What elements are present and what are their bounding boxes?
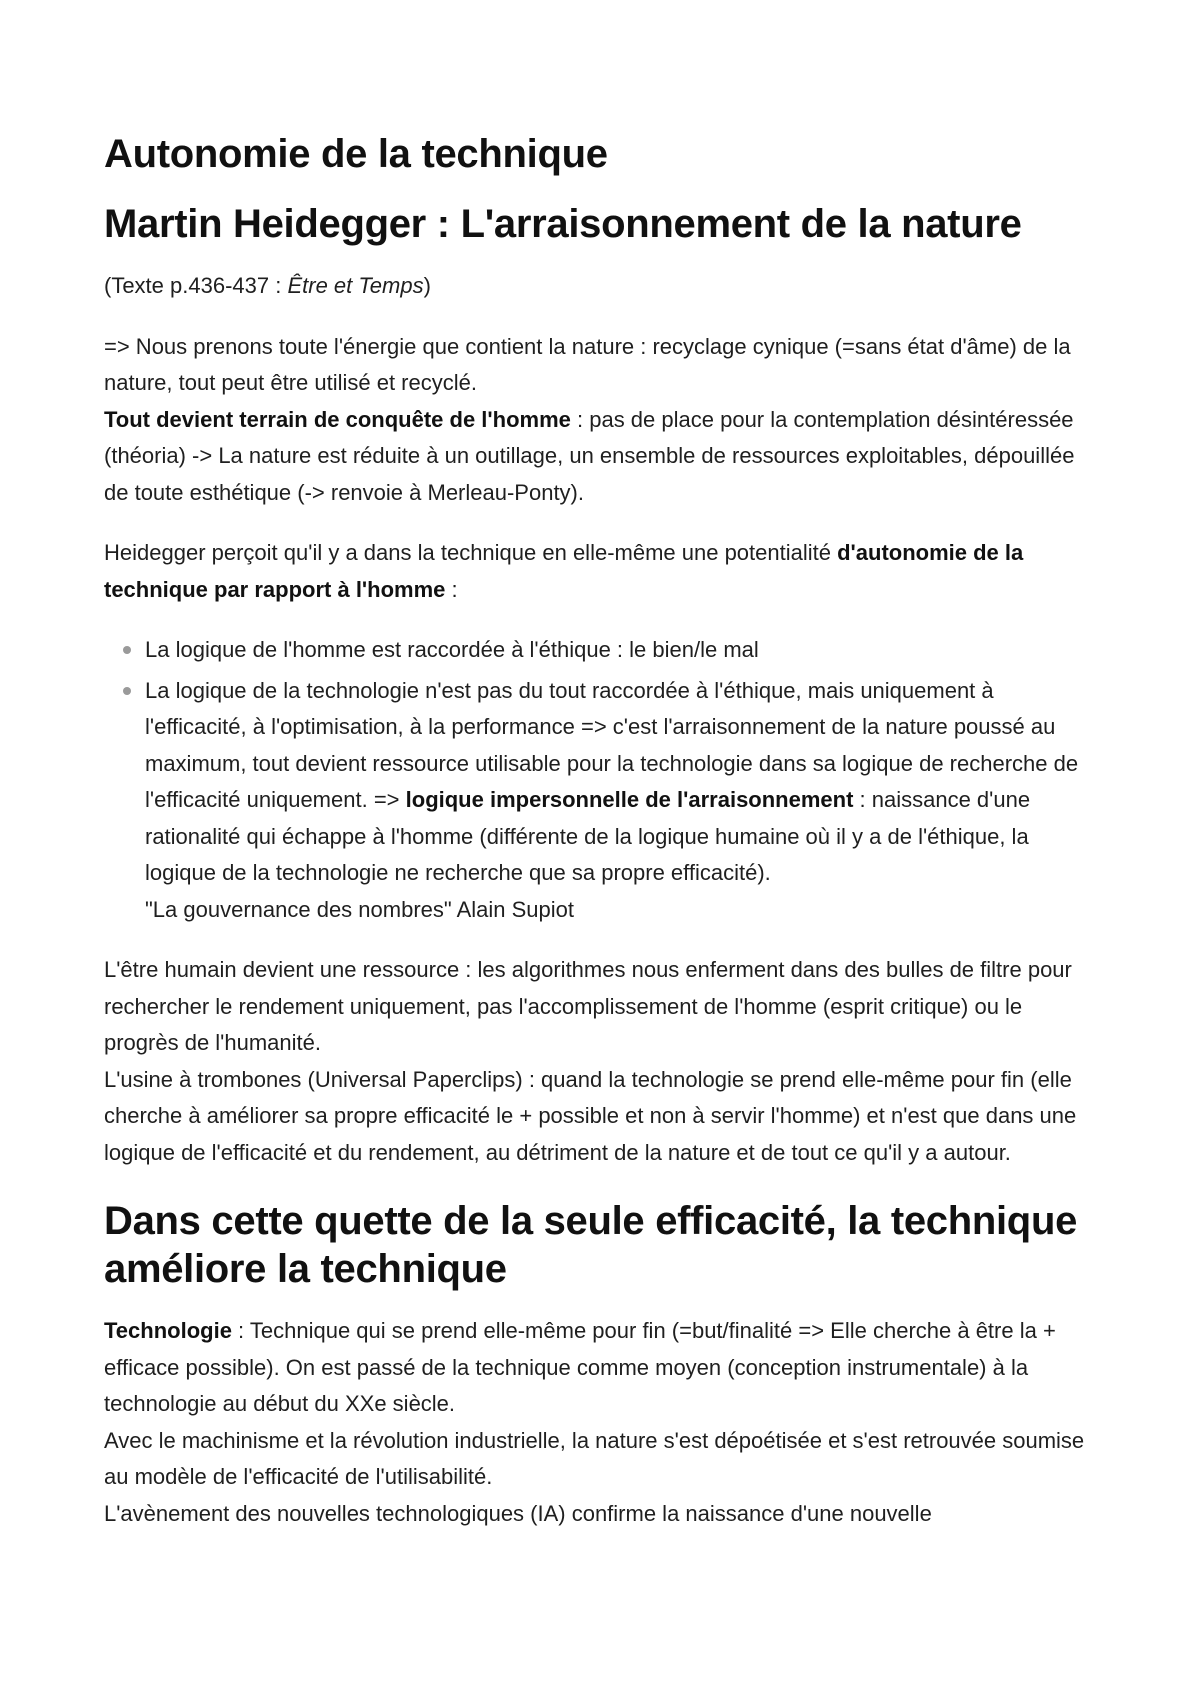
bullet-tech-logic-text: La logique de la technologie n'est pas du tout raccordée à l'éthique, mais uniquement à l'efficacité, à l'optimisation, à la performance => c'est l'arraisonnement de la nature poussé au maximum, tout devient ressource utilisable pour la technologie dans sa logique de recherche de l'efficacité uniquement. => bbox=[145, 677, 1079, 812]
source-reference bbox=[104, 268, 1096, 305]
technology-bold-term: Technologie bbox=[104, 1318, 232, 1343]
heidegger-suffix: : bbox=[445, 576, 458, 602]
intro-paragraph bbox=[104, 329, 1096, 512]
intro-conquest-container bbox=[104, 407, 1074, 505]
section-heading-efficiency: Dans cette quette de la seule efficacité, la technique améliore la technique bbox=[104, 1199, 1078, 1291]
heidegger-bold-autonomy: d'autonomie de la technique par rapport à l'homme bbox=[104, 540, 1024, 602]
intro-bold-conquest: Tout devient terrain de conquête de l'homme bbox=[104, 406, 571, 432]
intro-line-energy: => Nous prenons toute l'énergie que contient la nature : recyclage cynique (=sans état d'âme) de la nature, tout peut être utilisé et recyclé. bbox=[104, 333, 1071, 395]
technology-ia-line: L'avènement des nouvelles technologiques (IA) confirme la naissance d'une nouvelle bbox=[104, 1500, 932, 1526]
heidegger-paragraph bbox=[104, 535, 1096, 608]
bullet-tech-logic-rest: : naissance d'une rationalité qui échappe à l'homme (différente de la logique humaine où il y a de l'éthique, la logique de la technologie ne recherche que sa propre efficacité). bbox=[145, 787, 1031, 885]
source-prefix: (Texte p.436-437 : bbox=[104, 273, 288, 298]
source-work-title: Être et Temps bbox=[287, 273, 424, 298]
list-item bbox=[145, 673, 1096, 929]
technology-paragraph bbox=[104, 1313, 1096, 1532]
page-title: Autonomie de la technique bbox=[104, 132, 608, 176]
human-resource-line: L'être humain devient une ressource : les algorithmes nous enferment dans des bulles de filtre pour rechercher le rendement uniquement, pas l'accomplissement de l'homme (esprit critique) ou le progrès de l'humanité. bbox=[104, 957, 1072, 1055]
technology-definition-container bbox=[104, 1313, 1096, 1423]
bullet-quote-supiot: "La gouvernance des nombres" Alain Supiot bbox=[145, 896, 575, 922]
technology-definition: : Technique qui se prend elle-même pour fin (=but/finalité => Elle cherche à être la + efficace possible). On est passé de la technique comme moyen (conception instrumentale) à la technologie au début du XXe siècle. bbox=[104, 1318, 1056, 1416]
section-heading-heidegger: Martin Heidegger : L'arraisonnement de la nature bbox=[104, 202, 1022, 246]
list-item bbox=[145, 632, 1096, 669]
bullet-tech-logic-bold: logique impersonnelle de l'arraisonnement bbox=[405, 787, 854, 812]
bullet-human-logic: La logique de l'homme est raccordée à l'éthique : le bien/le mal bbox=[145, 637, 759, 662]
paperclips-line: L'usine à trombones (Universal Paperclips) : quand la technologie se prend elle-même pour fin (elle cherche à améliorer sa propre efficacité le + possible et non à servir l'homme) et n'est que dans une logique de l'efficacité et du rendement, au détriment de la nature et de tout ce qu'il y a autour. bbox=[104, 1066, 1077, 1165]
intro-conquest-text: : pas de place pour la contemplation désintéressée (théoria) -> La nature est réduite à un outillage, un ensemble de ressources exploitables, dépouillée de toute esthétique (-> renvoie à Merleau-Ponty). bbox=[104, 406, 1075, 505]
human-resource-paragraph bbox=[104, 952, 1096, 1171]
heidegger-text: Heidegger perçoit qu'il y a dans la technique en elle-même une potentialité bbox=[104, 540, 838, 565]
source-suffix: ) bbox=[423, 273, 431, 298]
technology-machinism-line: Avec le machinisme et la révolution industrielle, la nature s'est dépoétisée et s'est retrouvée soumise au modèle de l'efficacité de l'utilisabilité. bbox=[104, 1427, 1085, 1489]
logic-bullet-list bbox=[104, 632, 1096, 928]
